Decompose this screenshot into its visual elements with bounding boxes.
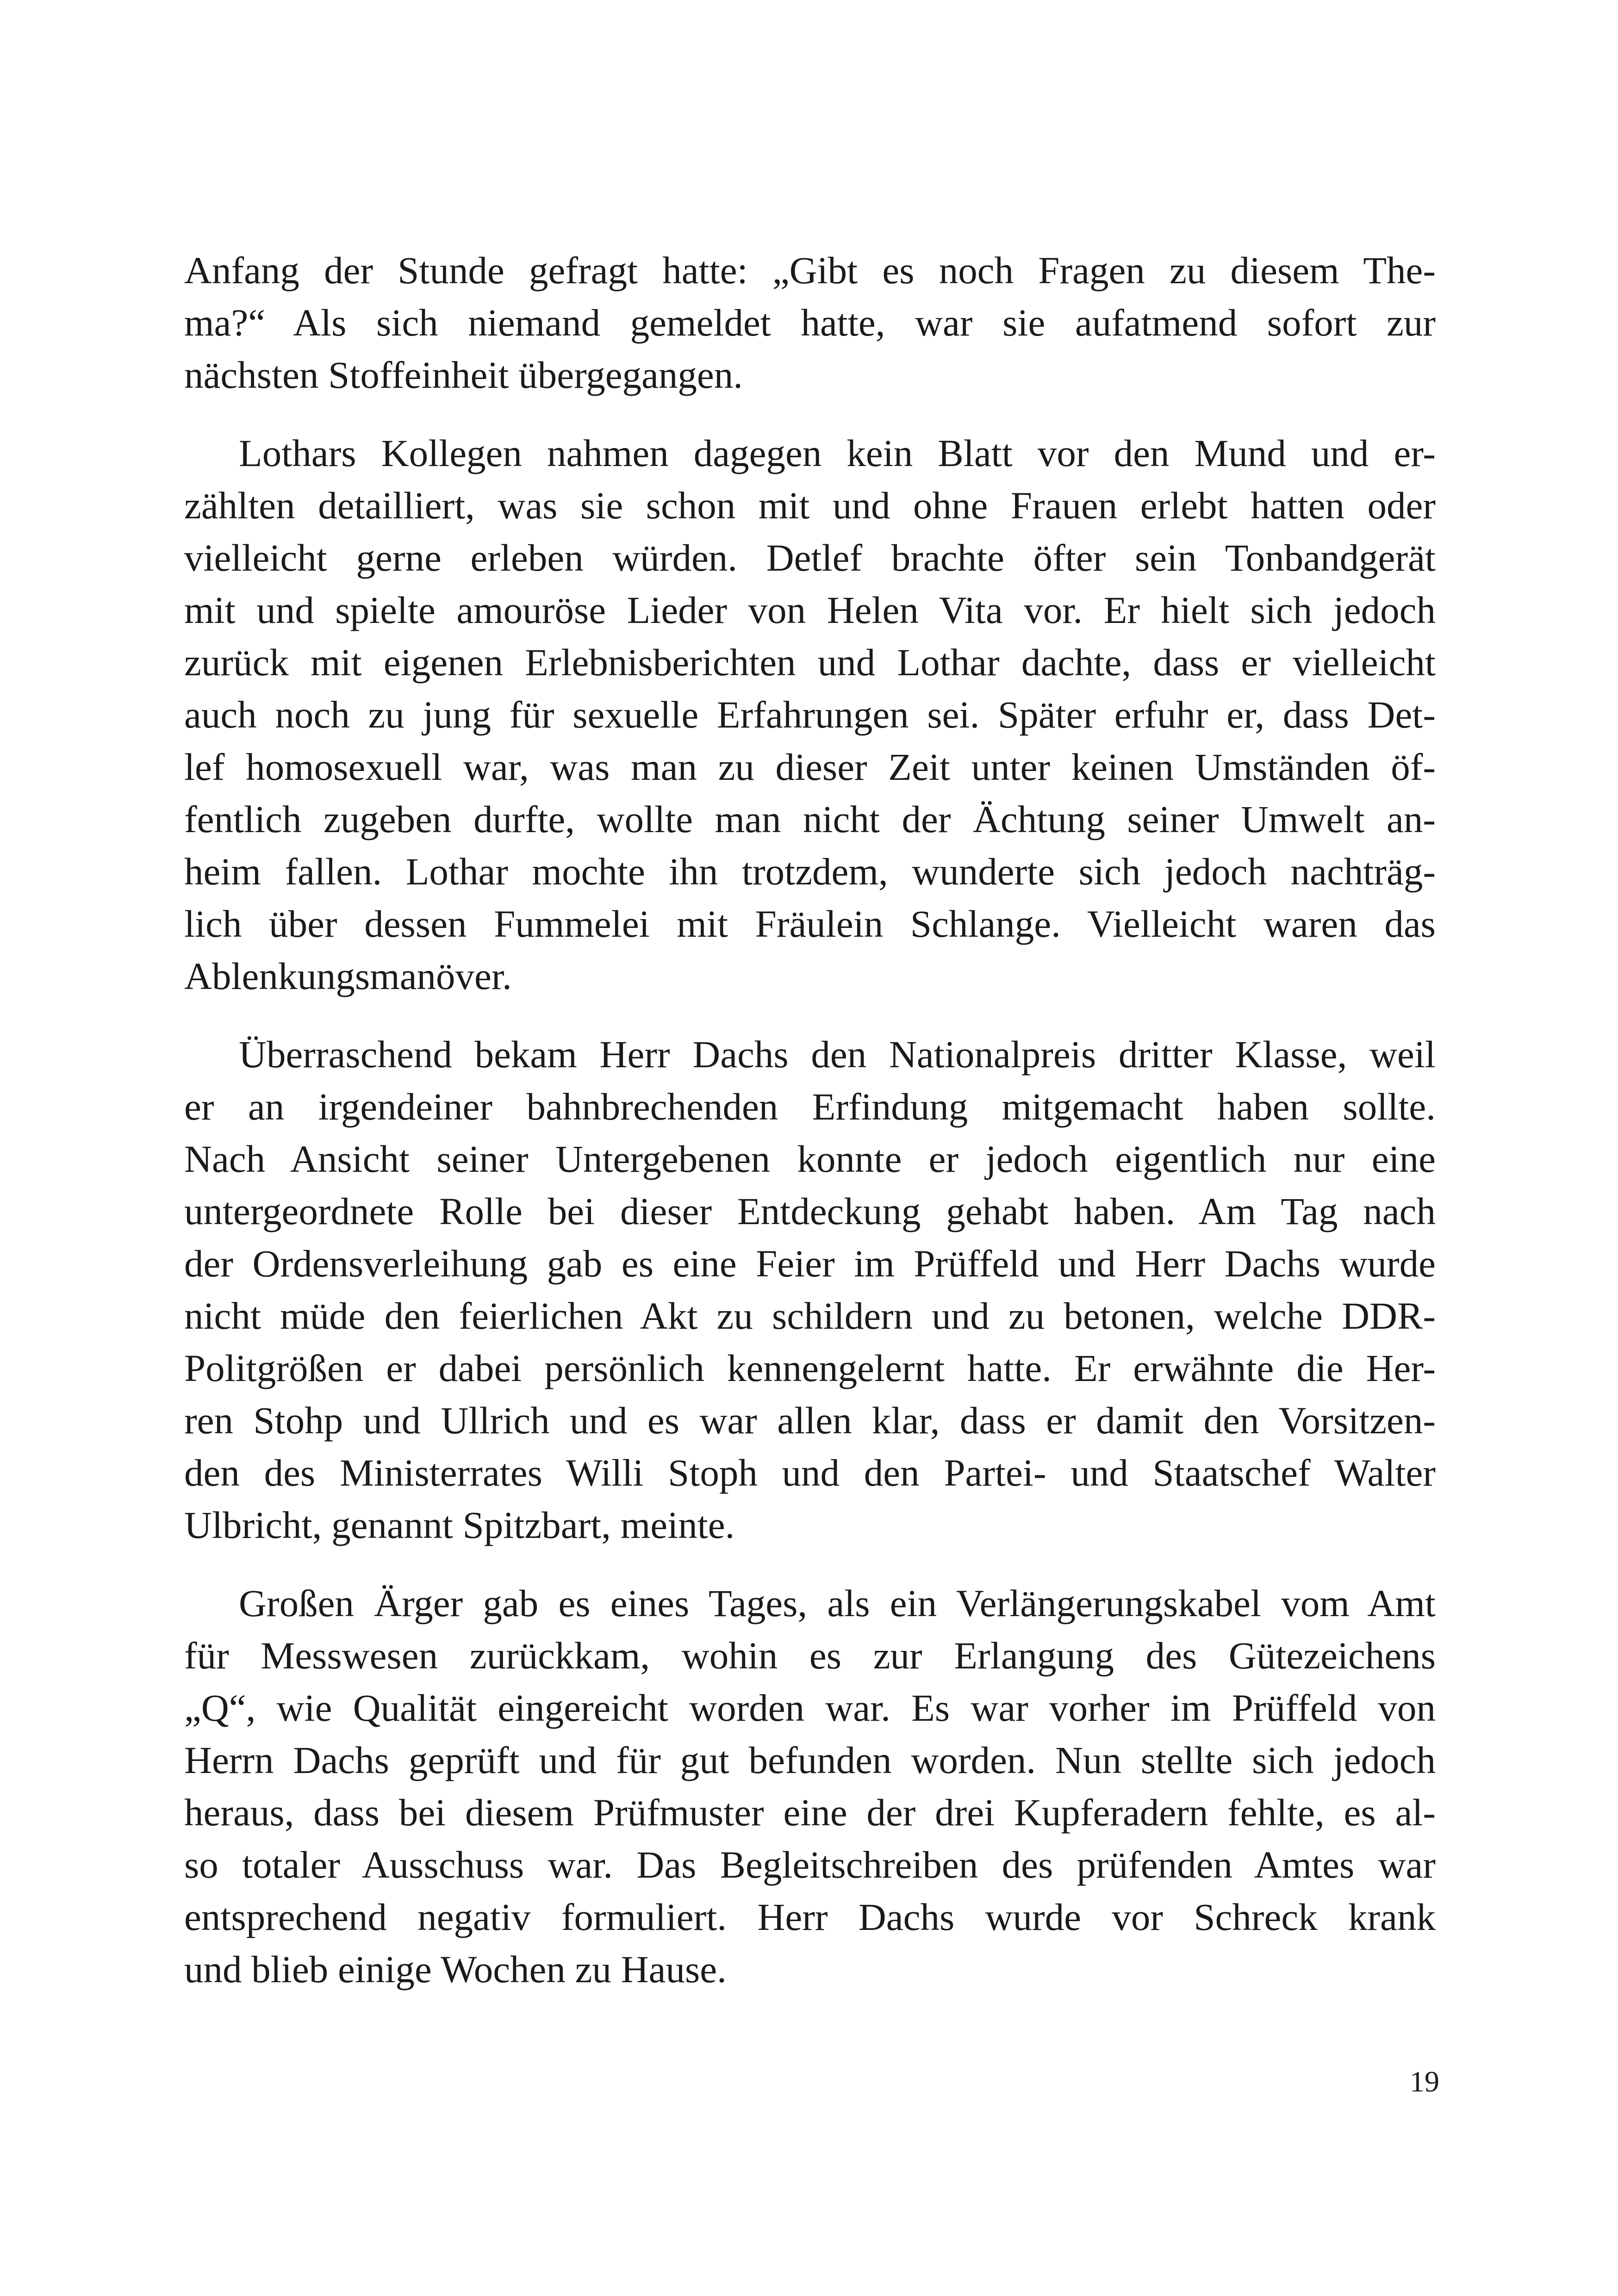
text-line: Nach Ansicht seiner Untergebenen konnte er jedoch eigentlich nur eine <box>184 1138 1436 1180</box>
text-line: nächsten Stoffeinheit übergegangen. <box>184 354 743 396</box>
text-line: und blieb einige Wochen zu Hause. <box>184 1948 727 1991</box>
text-line: Großen Ärger gab es eines Tages, als ein Verlängerungskabel vom Amt <box>239 1582 1436 1624</box>
text-line: „Q“, wie Qualität eingereicht worden war. Es war vorher im Prüffeld von <box>184 1686 1436 1729</box>
text-line: entsprechend negativ formuliert. Herr Dachs wurde vor Schreck krank <box>184 1896 1436 1938</box>
paragraph-3 <box>184 1028 1436 1551</box>
text-line: heim fallen. Lothar mochte ihn trotzdem, wunderte sich jedoch nachträg- <box>184 850 1436 893</box>
paragraph-1 <box>184 244 1436 401</box>
text-line: zurück mit eigenen Erlebnisberichten und Lothar dachte, dass er vielleicht <box>184 641 1436 684</box>
body-text <box>184 244 1436 2022</box>
text-line: fentlich zugeben durfte, wollte man nicht der Ächtung seiner Umwelt an- <box>184 798 1436 840</box>
text-line: auch noch zu jung für sexuelle Erfahrungen sei. Später erfuhr er, dass Det- <box>184 693 1436 736</box>
text-line: Herrn Dachs geprüft und für gut befunden worden. Nun stellte sich jedoch <box>184 1739 1436 1781</box>
text-line: er an irgendeiner bahnbrechenden Erfindung mitgemacht haben sollte. <box>184 1085 1436 1128</box>
text-line: Politgrößen er dabei persönlich kennengelernt hatte. Er erwähnte die Her- <box>184 1347 1436 1389</box>
text-line: lef homosexuell war, was man zu dieser Zeit unter keinen Umständen öf- <box>184 746 1436 788</box>
text-line: ren Stohp und Ullrich und es war allen klar, dass er damit den Vorsitzen- <box>184 1399 1436 1442</box>
text-line: vielleicht gerne erleben würden. Detlef brachte öfter sein Tonbandgerät <box>184 536 1436 579</box>
text-line: untergeordnete Rolle bei dieser Entdeckung gehabt haben. Am Tag nach <box>184 1190 1436 1232</box>
text-line: zählten detailliert, was sie schon mit und ohne Frauen erlebt hatten oder <box>184 484 1436 527</box>
text-line: Anfang der Stunde gefragt hatte: „Gibt es noch Fragen zu diesem The- <box>184 249 1436 292</box>
paragraph-2 <box>184 427 1436 1002</box>
text-line: der Ordensverleihung gab es eine Feier im Prüffeld und Herr Dachs wurde <box>184 1242 1436 1285</box>
text-line: lich über dessen Fummelei mit Fräulein Schlange. Vielleicht waren das <box>184 902 1436 945</box>
text-line: Ulbricht, genannt Spitzbart, meinte. <box>184 1504 735 1546</box>
text-line: mit und spielte amouröse Lieder von Helen Vita vor. Er hielt sich jedoch <box>184 589 1436 631</box>
text-line: ma?“ Als sich niemand gemeldet hatte, war sie aufatmend sofort zur <box>184 301 1436 344</box>
page-number: 19 <box>1410 2065 1439 2098</box>
text-line: den des Ministerrates Willi Stoph und den Partei- und Staatschef Walter <box>184 1451 1436 1494</box>
text-line: nicht müde den feierlichen Akt zu schildern und zu betonen, welche DDR- <box>184 1294 1436 1337</box>
text-line: so totaler Ausschuss war. Das Begleitschreiben des prüfenden Amtes war <box>184 1843 1436 1886</box>
text-line: Lothars Kollegen nahmen dagegen kein Blatt vor den Mund und er- <box>239 432 1436 474</box>
paragraph-4 <box>184 1577 1436 1996</box>
text-line: für Messwesen zurückkam, wohin es zur Erlangung des Gütezeichens <box>184 1634 1436 1677</box>
text-line: Überraschend bekam Herr Dachs den Nationalpreis dritter Klasse, weil <box>239 1033 1436 1076</box>
text-line: heraus, dass bei diesem Prüfmuster eine der drei Kupferadern fehlte, es al- <box>184 1791 1436 1834</box>
text-line: Ablenkungsmanöver. <box>184 955 512 997</box>
